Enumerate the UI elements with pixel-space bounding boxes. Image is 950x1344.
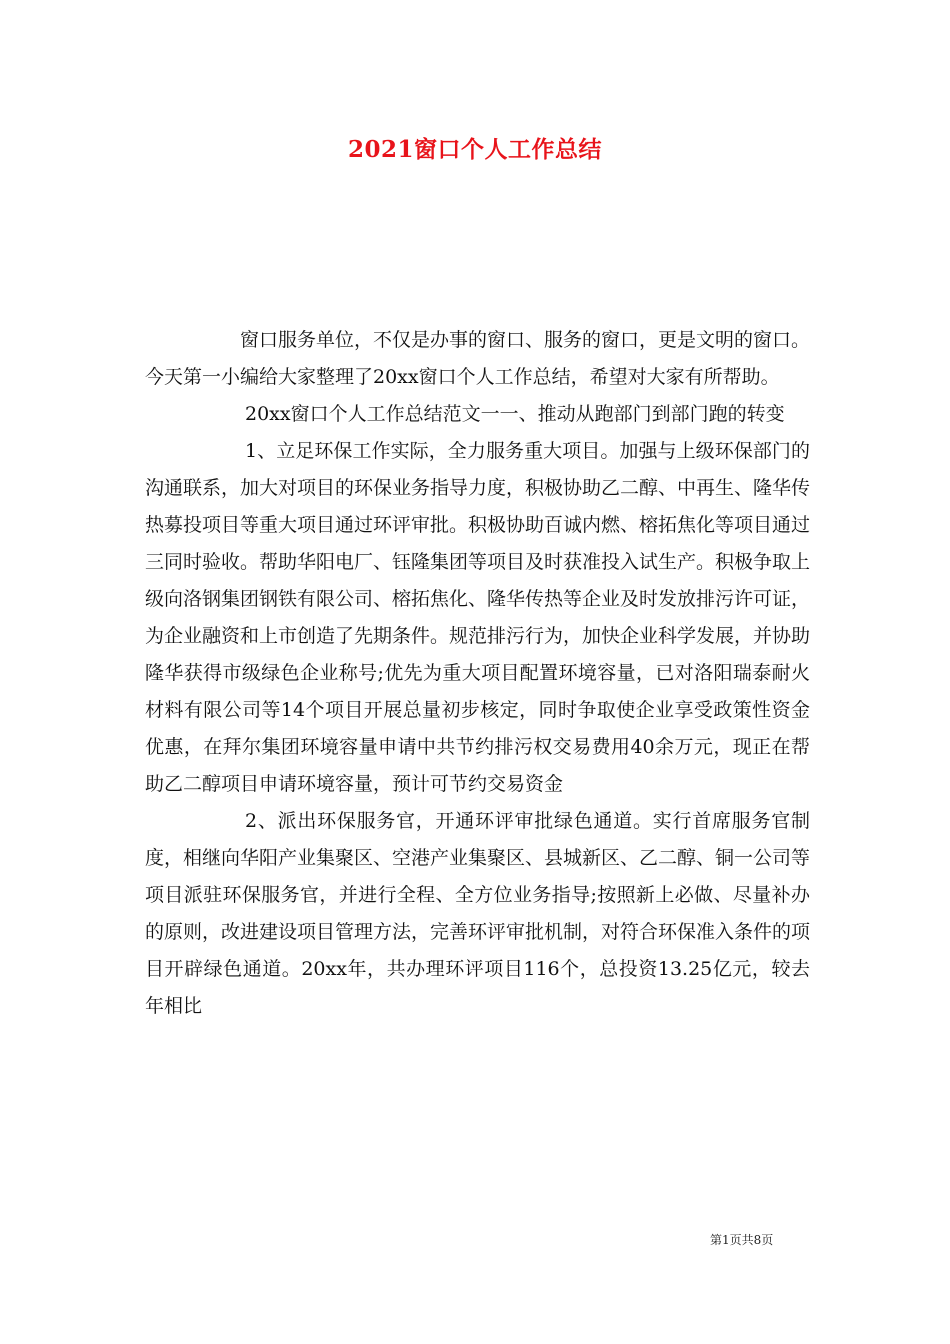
paragraph-item-1: 1、立足环保工作实际，全力服务重大项目。加强与上级环保部门的沟通联系，加大对项目的环保业务指导力度，积极协助乙二醇、中再生、隆华传热募投项目等重大项目通过环评审批。积极协助百诚内燃、榕拓焦化等项目通过三同时验收。帮助华阳电厂、钰隆集团等项目及时获准投入试生产。积极争取上级向洛钢集团钢铁有限公司、榕拓焦化、隆华传热等企业及时发放排污许可证，为企业融资和上市创造了先期条件。规范排污行为，加快企业科学发展，并协助隆华获得市级绿色企业称号;优先为重大项目配置环境容量，已对洛阳瑞泰耐火材料有限公司等14个项目开展总量初步核定，同时争取使企业享受政策性资金优惠，在拜尔集团环境容量申请中共节约排污权交易费用40余万元，现正在帮助乙二醇项目申请环境容量，预计可节约交易资金 <box>145 440 811 795</box>
document-body <box>145 322 810 1025</box>
paragraph-intro: 窗口服务单位，不仅是办事的窗口、服务的窗口，更是文明的窗口。今天第一小编给大家整理了20xx窗口个人工作总结，希望对大家有所帮助。 <box>145 329 811 388</box>
paragraph-section-heading: 20xx窗口个人工作总结范文一一、推动从跑部门到部门跑的转变 <box>245 403 785 425</box>
document-title: 2021窗口个人工作总结 <box>347 136 602 163</box>
paragraph-item-2: 2、派出环保服务官，开通环评审批绿色通道。实行首席服务官制度，相继向华阳产业集聚区、空港产业集聚区、县城新区、乙二醇、铜一公司等项目派驻环保服务官，并进行全程、全方位业务指导;按照新上必做、尽量补办的原则，改进建设项目管理方法，完善环评审批机制，对符合环保准入条件的项目开辟绿色通道。20xx年，共办理环评项目116个，总投资13.25亿元，较去年相比 <box>145 810 811 1017</box>
page-number-footer: 第1页共8页 <box>710 1233 774 1247</box>
